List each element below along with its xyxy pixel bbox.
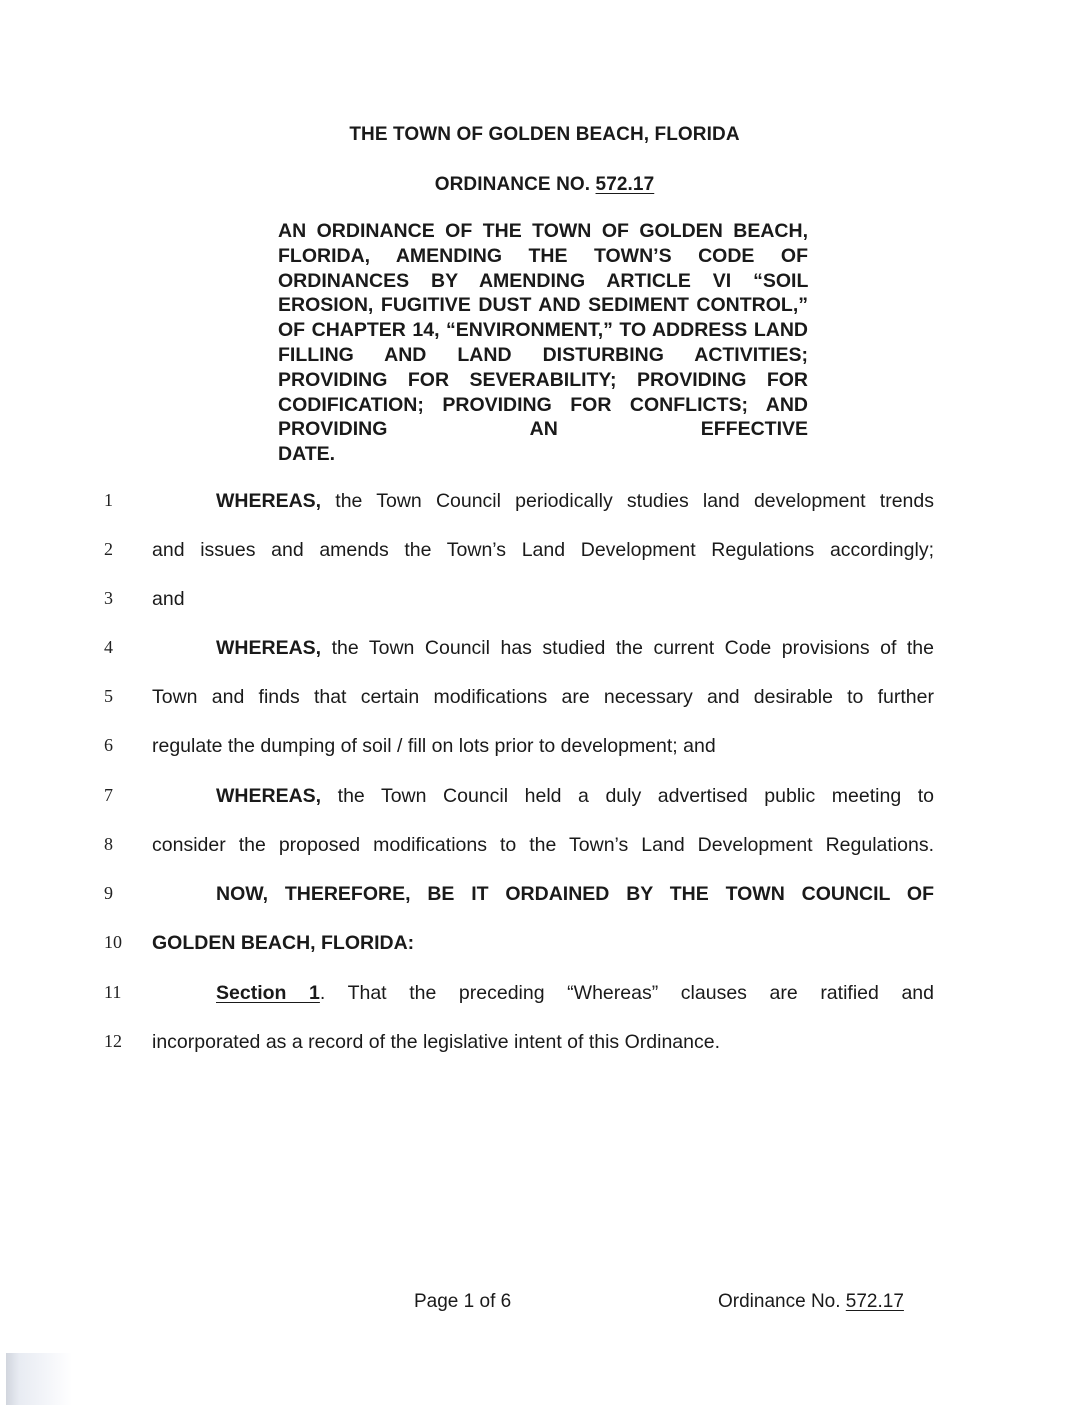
footer-ordinance-number: 572.17 <box>845 1291 904 1312</box>
line-number: 2 <box>104 539 113 559</box>
line-text: and <box>152 588 185 610</box>
caption-line: PROVIDING FOR CODIFICATION; PROVIDING FOR <box>278 368 808 416</box>
ordinance-caption <box>278 219 808 467</box>
caption-line: BEACH, FLORIDA, AMENDING THE TOWN’S CODE <box>278 220 809 267</box>
body-line <box>0 932 1089 962</box>
line-text: Town and finds that certain modifications are necessary and desirable to further <box>152 686 934 708</box>
caption-line: EROSION, FUGITIVE DUST AND SEDIMENT <box>278 294 689 317</box>
body-line <box>0 588 1089 618</box>
line-content: the Town Council has studied the current Code provisions of the <box>321 637 934 659</box>
body-line <box>0 982 1089 1012</box>
line-number: 8 <box>104 834 113 854</box>
town-title: THE TOWN OF GOLDEN BEACH, FLORIDA <box>349 124 740 145</box>
body-line <box>0 883 1089 913</box>
line-text: and issues and amends the Town’s Land Development Regulations accordingly; <box>152 539 934 561</box>
section-heading: Section 1 <box>216 982 320 1004</box>
line-content: the Town Council periodically studies land development trends <box>321 490 934 512</box>
line-text: consider the proposed modifications to the Town’s Land Development Regulations. <box>152 834 934 856</box>
line-number: 4 <box>104 637 113 657</box>
caption-line: OF ORDINANCES BY AMENDING ARTICLE VI “SOIL <box>278 244 808 292</box>
ordinance-title <box>0 174 1089 196</box>
line-text <box>216 982 934 1005</box>
footer-ordinance-prefix: Ordinance No. <box>718 1291 846 1312</box>
line-number: 1 <box>104 490 113 510</box>
line-text <box>216 637 934 660</box>
line-number: 11 <box>104 982 122 1002</box>
line-number: 10 <box>104 932 122 952</box>
body-line <box>0 539 1089 569</box>
ordained-clause: GOLDEN BEACH, FLORIDA: <box>152 932 415 954</box>
line-number: 12 <box>104 1031 122 1051</box>
caption-line: ADDRESS LAND FILLING AND LAND DISTURBING <box>278 319 808 366</box>
ordained-clause: NOW, THEREFORE, BE IT ORDAINED BY THE TOWN COUNCIL OF <box>216 883 934 905</box>
page-number: Page 1 of 6 <box>414 1291 512 1312</box>
line-text: regulate the dumping of soil / fill on lots prior to development; and <box>152 735 716 757</box>
whereas-lead: WHEREAS, <box>216 785 322 807</box>
line-content: the Town Council held a duly advertised public meeting to <box>321 785 934 807</box>
caption-line: CONFLICTS; AND PROVIDING AN EFFECTIVE <box>278 393 808 441</box>
line-number: 5 <box>104 686 113 706</box>
line-number: 9 <box>104 883 113 903</box>
body-line <box>0 785 1089 815</box>
caption-line: CONTROL,” OF CHAPTER 14, “ENVIRONMENT,” TO <box>278 294 808 342</box>
line-number: 3 <box>104 588 113 608</box>
line-content: . That the preceding “Whereas” clauses are ratified and <box>319 982 934 1004</box>
ordinance-number: 572.17 <box>595 174 655 195</box>
caption-line: ACTIVITIES; PROVIDING FOR SEVERABILITY; <box>278 343 808 391</box>
body-line <box>0 490 1089 520</box>
caption-line: DATE. <box>278 443 336 466</box>
footer-ordinance <box>718 1291 904 1313</box>
scan-artifact <box>6 1353 72 1405</box>
whereas-lead: WHEREAS, <box>216 637 322 659</box>
whereas-lead: WHEREAS, <box>216 490 322 512</box>
body-line <box>0 686 1089 716</box>
body-line <box>0 834 1089 864</box>
line-text: incorporated as a record of the legislative intent of this Ordinance. <box>152 1031 720 1053</box>
body-line <box>0 735 1089 765</box>
body-line <box>0 1031 1089 1061</box>
ordinance-prefix: ORDINANCE NO. <box>434 174 596 195</box>
body-line <box>0 637 1089 667</box>
line-text <box>216 785 934 808</box>
caption-line: AN ORDINANCE OF THE TOWN OF GOLDEN <box>278 220 723 242</box>
line-text <box>216 490 934 513</box>
line-number: 7 <box>104 785 113 805</box>
line-number: 6 <box>104 735 113 755</box>
